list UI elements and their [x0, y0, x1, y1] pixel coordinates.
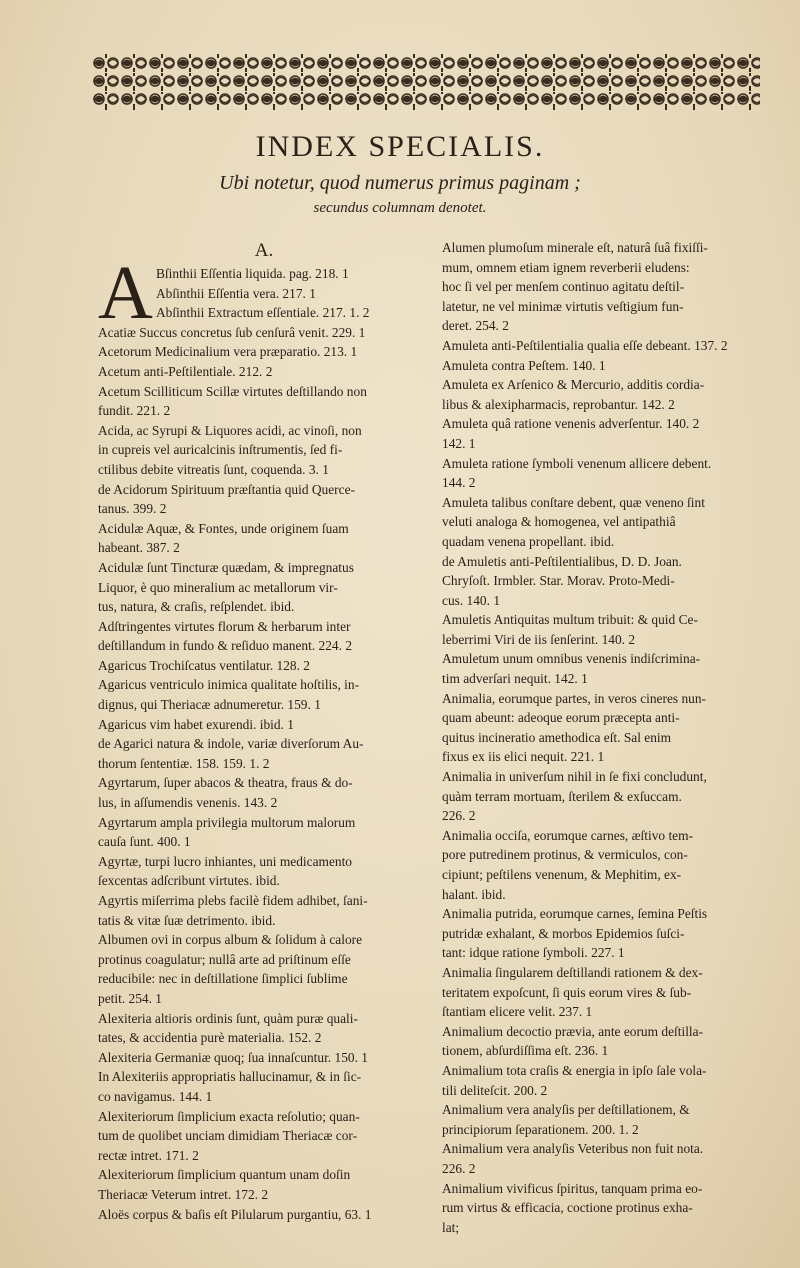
index-entry-line: halant. ibid.: [442, 886, 506, 902]
index-entry-line: Animalium vera analyſis per deſtillationem, &: [442, 1102, 690, 1118]
index-entry-line: de Amuletis anti-Peſtilentialibus, D. D. Joan.: [442, 553, 682, 569]
index-entry-line: lus, in aſſumendis venenis. 143. 2: [98, 795, 278, 811]
index-entry-line: cipiunt; peſtilens venenum, & Mephitim, ex-: [442, 867, 682, 882]
index-entry-line: Alexiteria altioris ordinis ſunt, quàm puræ quali-: [98, 1010, 358, 1026]
index-entry-line: fundit. 221. 2: [98, 403, 171, 419]
index-entry-line: Agyrtarum ampla privilegia multorum malorum: [98, 814, 356, 830]
index-entry-line: Alexiteria Germaniæ quoq; ſua innaſcuntur. 150. 1: [98, 1049, 368, 1065]
index-entry-line: Adſtringentes virtutes florum & herbarum inter: [98, 618, 351, 634]
index-entries-left: [98, 323, 430, 1224]
section-letter: A.: [254, 240, 274, 261]
index-entry-line: Alexiteriorum ſimplicium quantum unam doſin: [98, 1167, 351, 1183]
index-entry-line: Amuletis Antiquitas multum tribuit: & quid Ce-: [442, 612, 698, 628]
index-entry-line: 144. 2: [442, 475, 476, 491]
index-entry-line: Acida, ac Syrupi & Liquores acidi, ac vinoſi, non: [98, 422, 362, 438]
index-entry-line: de Acidorum Spirituum præſtantia quid Querce-: [98, 481, 355, 497]
index-entry-line: dignus, qui Theriacæ adnumeretur. 159. 1: [98, 697, 321, 713]
index-entry-line: 142. 1: [442, 435, 476, 451]
index-entry-line: Albumen ovi in corpus album & ſolidum à calore: [98, 932, 363, 948]
index-entries-right: [442, 238, 768, 1237]
index-entry-line: lat;: [442, 1219, 460, 1235]
index-entry-line: tionem, abſurdiſſima eſt. 236. 1: [442, 1043, 609, 1059]
index-entry-line: tatis & vitæ ſuæ detrimento. ibid.: [98, 912, 276, 928]
index-entry-line: co navigamus. 144. 1: [98, 1088, 213, 1104]
index-entry-line: reducibile: nec in deſtillatione ſimplici ſublime: [98, 971, 348, 987]
index-entry-line: Amuleta ex Arſenico & Mercurio, additis cordia-: [442, 377, 705, 393]
index-entry-line: Animalium tota craſis & energia in ipſo ſale vola-: [442, 1062, 707, 1078]
index-column-right: [442, 238, 768, 1237]
drop-cap-initial: A: [98, 251, 153, 335]
index-entry-line: hoc ſi vel per menſem continuo agitatu deſtil-: [442, 279, 685, 295]
index-entry-line: Agyrtis miſerrima plebs facilè fidem adhibet, ſani-: [98, 893, 368, 908]
index-entry-line: ſtantiam elicere velit. 237. 1: [442, 1004, 593, 1020]
index-entry-line: ctilibus debite vitreatis ſunt, coquenda. 3. 1: [98, 461, 329, 477]
index-entry-line: Liquor, è quo mineralium ac metallorum vir-: [98, 579, 338, 595]
index-entry-line: In Alexiteriis appropriatis hallucinamur, & in ſic-: [98, 1069, 362, 1085]
index-entry-line: quitus incineratio amethodica eſt. Sal enim: [442, 729, 672, 745]
index-entry-line: thorum ſententiæ. 158. 159. 1. 2: [98, 755, 270, 771]
index-entry-line: Amuleta talibus conſtare debent, quæ veneno ſint: [442, 494, 705, 510]
index-entry-line: Animalium vivificus ſpiritus, tanquam prima eo-: [442, 1180, 703, 1196]
index-entry-line: Animalium decoctio prævia, ante eorum deſtilla-: [442, 1023, 704, 1039]
index-entry-line: quàm terram mortuam, ſterilem & exſuccam.: [442, 788, 682, 804]
index-entry-line: Alexiteriorum ſimplicium exacta reſolutio; quan-: [98, 1108, 360, 1124]
index-entry-line: deſtillandum in fundo & reſiduo manent. 224. 2: [98, 638, 353, 654]
index-entry-line: libus & alexipharmacis, reprobantur. 142. 2: [442, 396, 675, 412]
decorative-header-ornament: [92, 54, 760, 110]
index-entry-line: Chryſoſt. Irmbler. Star. Morav. Proto-Medi-: [442, 573, 675, 589]
index-entry-line: quam abeunt: adeoque eorum præcepta anti-: [442, 710, 680, 726]
index-entry-line: Agaricus ventriculo inimica qualitate hoſtilis, in-: [98, 677, 360, 693]
index-entry-line: ſexcentas adſcribunt virtutes. ibid.: [98, 873, 280, 889]
index-entry-line: 226. 2: [442, 1160, 476, 1176]
index-entry-line: protinus coagulatur; nullâ arte ad priſtinum eſſe: [98, 951, 351, 967]
index-entry-line: 226. 2: [442, 808, 476, 824]
index-entry-line: Amuletum unum omnibus venenis indiſcrimina-: [442, 651, 701, 667]
index-entry-line: pore putredinem protinus, & vermiculos, con-: [442, 847, 688, 863]
subtitle-line-2: secundus columnam denotet.: [313, 200, 487, 216]
index-entry-line: fixus ex iis elici nequit. 221. 1: [442, 749, 605, 765]
index-entry-line: tus, natura, & craſis, reſplendet. ibid.: [98, 599, 295, 615]
index-entry-line: Alumen plumoſum minerale eſt, naturâ ſuâ fixiſſi-: [442, 240, 708, 255]
index-entry-line: tates, & accidentia purè materialia. 152. 2: [98, 1030, 322, 1046]
index-entry-line: Amuleta contra Peſtem. 140. 1: [442, 357, 606, 373]
index-entry-line: quadam venena propellant. ibid.: [442, 533, 615, 549]
index-entry-line: Animalia putrida, eorumque carnes, ſemina Peſtis: [442, 906, 708, 922]
index-entry-line: putridæ exhalant, & morbos Epidemios ſuſci-: [442, 925, 685, 941]
index-entry-line: latetur, ne vel minimæ virtutis veſtigium fun-: [442, 298, 684, 314]
index-entry-line: petit. 254. 1: [98, 990, 162, 1006]
index-entry-line: Acetorum Medicinalium vera præparatio. 213. 1: [98, 344, 358, 360]
index-entry-line: rectæ intret. 171. 2: [98, 1147, 199, 1163]
index-entry-line: Aloës corpus & baſis eſt Pilularum purgantiu, 63. 1: [98, 1206, 372, 1222]
index-entry-line: Acatiæ Succus concretus ſub cenſurâ venit. 229. 1: [98, 324, 366, 340]
index-entry-line: deret. 254. 2: [442, 318, 509, 334]
index-entry-line: veluti analoga & homogenea, vel antipathiâ: [442, 514, 676, 530]
index-entry-line: tim adverſari nequit. 142. 1: [442, 671, 588, 687]
index-entry-line: tili deliteſcit. 200. 2: [442, 1082, 548, 1098]
index-entry-line: teritatem expoſcunt, ſi quis eorum vires & ſub-: [442, 984, 692, 1000]
index-entry-line: tanus. 399. 2: [98, 501, 167, 517]
index-entry-line: Acetum Scilliticum Scillæ virtutes deſtillando non: [98, 383, 367, 399]
index-entry-line: principiorum ſeparationem. 200. 1. 2: [442, 1121, 639, 1137]
index-entry-line: Animalium vera analyſis Veteribus non fuit nota.: [442, 1141, 704, 1157]
index-entry-line: Amuleta anti-Peſtilentialia qualia eſſe debeant. 137. 2: [442, 337, 728, 353]
index-entry-line: Animalia in univerſum nihil in ſe fixi concludunt,: [442, 769, 707, 785]
index-entry-line: Animalia occiſa, eorumque carnes, æſtivo tem-: [442, 827, 693, 843]
index-entry-line: Animalia, eorumque partes, in veros cineres nun-: [442, 690, 707, 706]
index-entry-line: cauſa ſunt. 400. 1: [98, 834, 191, 850]
index-entry-line: Acidulæ ſunt Tincturæ quædam, & impregnatus: [98, 559, 354, 575]
index-entry: Abſinthii Eſſentia vera. 217. 1: [156, 285, 316, 301]
index-entry-line: mum, omnem etiam ignem reverberii eludens:: [442, 259, 690, 275]
index-entry-line: Theriacæ Veterum intret. 172. 2: [98, 1186, 269, 1202]
index-entry-line: Acetum anti-Peſtilentiale. 212. 2: [98, 363, 273, 379]
index-entry-line: Agyrtarum, ſuper abacos & theatra, fraus & do-: [98, 775, 353, 791]
index-entry-line: Amuleta quâ ratione venenis adverſentur. 140. 2: [442, 416, 700, 432]
index-entry-line: in cupreis vel auricalcinis inſtrumentis, ſed fi-: [98, 442, 343, 458]
index-entry: Abſinthii Extractum eſſentiale. 217. 1. 2: [156, 305, 370, 321]
index-entry-line: de Agarici natura & indole, variæ diverſorum Au-: [98, 736, 364, 752]
index-entry-line: Agyrtæ, turpi lucro inhiantes, uni medicamento: [98, 853, 352, 869]
page-title: INDEX SPECIALIS.: [255, 130, 545, 163]
index-entry-line: tum de quolibet unciam dimidiam Theriacæ cor-: [98, 1128, 358, 1144]
index-entry-line: cus. 140. 1: [442, 592, 501, 608]
index-entry-line: habeant. 387. 2: [98, 540, 180, 556]
index-entry-line: Acidulæ Aquæ, & Fontes, unde originem ſuam: [98, 520, 349, 536]
index-entry-line: leberrimi Viri de iis ſenſerint. 140. 2: [442, 631, 636, 647]
index-column-left: [98, 238, 430, 1224]
index-entry-line: tant: idque ratione ſymboli. 227. 1: [442, 945, 625, 961]
index-entry: Bſinthii Eſſentia liquida. pag. 218. 1: [156, 266, 349, 281]
index-entry-line: rum virtus & efficacia, coctione protinus exha-: [442, 1200, 693, 1216]
index-entry-line: Animalia ſingularem deſtillandi rationem & dex-: [442, 964, 703, 980]
index-entry-line: Agaricus Trochiſcatus ventilatur. 128. 2: [98, 657, 310, 673]
index-entry-line: Agaricus vim habet exurendi. ibid. 1: [98, 716, 294, 732]
subtitle-line-1: Ubi notetur, quod numerus primus paginam ;: [219, 172, 581, 194]
index-entry-line: Amuleta ratione ſymboli venenum allicere debent.: [442, 455, 712, 471]
